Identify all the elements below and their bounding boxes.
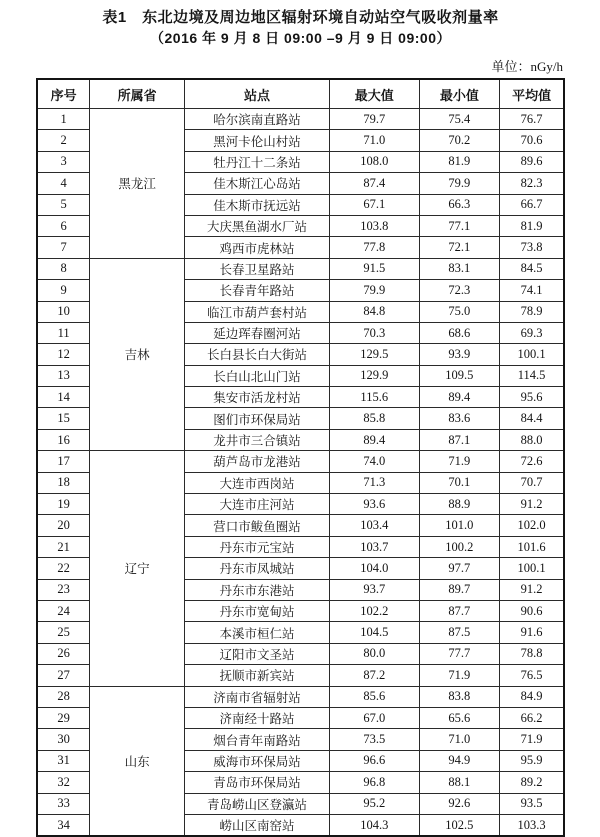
cell-avg-value: 89.2 — [500, 772, 564, 793]
cell-avg-value: 91.6 — [500, 622, 564, 643]
cell-max-value: 85.6 — [329, 686, 419, 707]
cell-min-value: 79.9 — [419, 173, 500, 194]
cell-avg-value: 101.6 — [500, 536, 564, 557]
cell-station: 辽阳市文圣站 — [185, 643, 330, 664]
cell-avg-value: 100.1 — [500, 344, 564, 365]
cell-max-value: 96.6 — [329, 750, 419, 771]
cell-serial-number: 13 — [37, 365, 90, 386]
cell-station: 大庆黑鱼湖水厂站 — [185, 215, 330, 236]
cell-max-value: 79.9 — [329, 280, 419, 301]
cell-max-value: 129.5 — [329, 344, 419, 365]
table-subtitle: （2016 年 9 月 8 日 09:00 –9 月 9 日 09:00） — [150, 30, 451, 46]
cell-avg-value: 81.9 — [500, 215, 564, 236]
cell-avg-value: 84.5 — [500, 258, 564, 279]
cell-min-value: 89.4 — [419, 387, 500, 408]
cell-station: 长白山北山门站 — [185, 365, 330, 386]
cell-min-value: 66.3 — [419, 194, 500, 215]
cell-avg-value: 69.3 — [500, 322, 564, 343]
cell-min-value: 83.1 — [419, 258, 500, 279]
cell-min-value: 87.5 — [419, 622, 500, 643]
cell-station: 哈尔滨南直路站 — [185, 109, 330, 130]
cell-serial-number: 28 — [37, 686, 90, 707]
cell-avg-value: 72.6 — [500, 451, 564, 472]
cell-station: 长春青年路站 — [185, 280, 330, 301]
cell-serial-number: 6 — [37, 215, 90, 236]
cell-serial-number: 14 — [37, 387, 90, 408]
cell-avg-value: 103.3 — [500, 814, 564, 836]
cell-min-value: 83.8 — [419, 686, 500, 707]
cell-station: 大连市西岗站 — [185, 472, 330, 493]
cell-max-value: 71.0 — [329, 130, 419, 151]
cell-max-value: 104.3 — [329, 814, 419, 836]
cell-max-value: 80.0 — [329, 643, 419, 664]
cell-station: 黑河卡伦山村站 — [185, 130, 330, 151]
cell-avg-value: 73.8 — [500, 237, 564, 258]
cell-max-value: 115.6 — [329, 387, 419, 408]
cell-avg-value: 70.6 — [500, 130, 564, 151]
cell-max-value: 74.0 — [329, 451, 419, 472]
cell-station: 牡丹江十二条站 — [185, 151, 330, 172]
cell-min-value: 71.9 — [419, 665, 500, 686]
cell-max-value: 104.5 — [329, 622, 419, 643]
cell-serial-number: 7 — [37, 237, 90, 258]
cell-station: 崂山区南窑站 — [185, 814, 330, 836]
cell-min-value: 88.1 — [419, 772, 500, 793]
cell-min-value: 89.7 — [419, 579, 500, 600]
cell-min-value: 72.3 — [419, 280, 500, 301]
cell-station: 丹东市东港站 — [185, 579, 330, 600]
cell-max-value: 73.5 — [329, 729, 419, 750]
cell-serial-number: 2 — [37, 130, 90, 151]
cell-min-value: 101.0 — [419, 515, 500, 536]
cell-min-value: 100.2 — [419, 536, 500, 557]
cell-serial-number: 11 — [37, 322, 90, 343]
cell-province: 辽宁 — [90, 451, 185, 686]
cell-serial-number: 19 — [37, 494, 90, 515]
cell-serial-number: 30 — [37, 729, 90, 750]
cell-max-value: 103.7 — [329, 536, 419, 557]
cell-max-value: 79.7 — [329, 109, 419, 130]
cell-min-value: 87.7 — [419, 600, 500, 621]
header-serial-number: 序号 — [37, 79, 90, 109]
cell-avg-value: 76.5 — [500, 665, 564, 686]
cell-max-value: 84.8 — [329, 301, 419, 322]
cell-avg-value: 91.2 — [500, 494, 564, 515]
table-row — [37, 258, 564, 279]
table-body — [37, 109, 564, 837]
cell-min-value: 77.7 — [419, 643, 500, 664]
header-row — [37, 79, 564, 109]
cell-serial-number: 23 — [37, 579, 90, 600]
cell-max-value: 93.7 — [329, 579, 419, 600]
cell-avg-value: 74.1 — [500, 280, 564, 301]
cell-min-value: 87.1 — [419, 429, 500, 450]
cell-avg-value: 82.3 — [500, 173, 564, 194]
cell-station: 临江市葫芦套村站 — [185, 301, 330, 322]
cell-avg-value: 93.5 — [500, 793, 564, 814]
cell-serial-number: 25 — [37, 622, 90, 643]
table-row — [37, 451, 564, 472]
cell-avg-value: 102.0 — [500, 515, 564, 536]
cell-station: 佳木斯江心岛站 — [185, 173, 330, 194]
cell-station: 丹东市凤城站 — [185, 558, 330, 579]
cell-station: 大连市庄河站 — [185, 494, 330, 515]
cell-avg-value: 95.6 — [500, 387, 564, 408]
cell-station: 青岛崂山区登瀛站 — [185, 793, 330, 814]
cell-station: 济南经十路站 — [185, 707, 330, 728]
cell-serial-number: 31 — [37, 750, 90, 771]
cell-max-value: 129.9 — [329, 365, 419, 386]
cell-avg-value: 114.5 — [500, 365, 564, 386]
cell-station: 本溪市桓仁站 — [185, 622, 330, 643]
cell-avg-value: 71.9 — [500, 729, 564, 750]
cell-max-value: 103.4 — [329, 515, 419, 536]
cell-min-value: 97.7 — [419, 558, 500, 579]
cell-station: 威海市环保局站 — [185, 750, 330, 771]
cell-max-value: 108.0 — [329, 151, 419, 172]
cell-station: 图们市环保局站 — [185, 408, 330, 429]
cell-min-value: 65.6 — [419, 707, 500, 728]
cell-min-value: 94.9 — [419, 750, 500, 771]
cell-max-value: 95.2 — [329, 793, 419, 814]
table-row — [37, 686, 564, 707]
cell-station: 鸡西市虎林站 — [185, 237, 330, 258]
cell-avg-value: 90.6 — [500, 600, 564, 621]
cell-serial-number: 18 — [37, 472, 90, 493]
cell-min-value: 71.9 — [419, 451, 500, 472]
cell-serial-number: 1 — [37, 109, 90, 130]
cell-min-value: 68.6 — [419, 322, 500, 343]
cell-station: 丹东市宽甸站 — [185, 600, 330, 621]
cell-max-value: 104.0 — [329, 558, 419, 579]
cell-min-value: 109.5 — [419, 365, 500, 386]
cell-serial-number: 26 — [37, 643, 90, 664]
cell-province: 山东 — [90, 686, 185, 836]
header-avg-value: 平均值 — [500, 79, 564, 109]
unit-label: 单位：nGy/h — [491, 59, 563, 74]
cell-max-value: 103.8 — [329, 215, 419, 236]
cell-min-value: 83.6 — [419, 408, 500, 429]
cell-max-value: 91.5 — [329, 258, 419, 279]
cell-max-value: 102.2 — [329, 600, 419, 621]
cell-avg-value: 84.4 — [500, 408, 564, 429]
cell-station: 延边珲春圈河站 — [185, 322, 330, 343]
cell-min-value: 71.0 — [419, 729, 500, 750]
cell-station: 营口市鲅鱼圈站 — [185, 515, 330, 536]
cell-min-value: 102.5 — [419, 814, 500, 836]
cell-serial-number: 20 — [37, 515, 90, 536]
cell-avg-value: 76.7 — [500, 109, 564, 130]
cell-max-value: 71.3 — [329, 472, 419, 493]
table-row — [37, 109, 564, 130]
cell-max-value: 67.0 — [329, 707, 419, 728]
cell-max-value: 96.8 — [329, 772, 419, 793]
cell-max-value: 70.3 — [329, 322, 419, 343]
header-max-value: 最大值 — [329, 79, 419, 109]
cell-min-value: 75.0 — [419, 301, 500, 322]
cell-max-value: 77.8 — [329, 237, 419, 258]
cell-station: 集安市活龙村站 — [185, 387, 330, 408]
cell-serial-number: 17 — [37, 451, 90, 472]
cell-serial-number: 16 — [37, 429, 90, 450]
cell-serial-number: 22 — [37, 558, 90, 579]
cell-min-value: 70.2 — [419, 130, 500, 151]
cell-serial-number: 15 — [37, 408, 90, 429]
cell-min-value: 92.6 — [419, 793, 500, 814]
cell-min-value: 70.1 — [419, 472, 500, 493]
cell-station: 抚顺市新宾站 — [185, 665, 330, 686]
cell-avg-value: 66.2 — [500, 707, 564, 728]
header-province: 所属省 — [90, 79, 185, 109]
cell-max-value: 87.4 — [329, 173, 419, 194]
cell-station: 烟台青年南路站 — [185, 729, 330, 750]
cell-station: 葫芦岛市龙港站 — [185, 451, 330, 472]
cell-serial-number: 3 — [37, 151, 90, 172]
cell-serial-number: 21 — [37, 536, 90, 557]
cell-station: 长白县长白大街站 — [185, 344, 330, 365]
cell-min-value: 77.1 — [419, 215, 500, 236]
cell-max-value: 87.2 — [329, 665, 419, 686]
cell-avg-value: 84.9 — [500, 686, 564, 707]
cell-min-value: 93.9 — [419, 344, 500, 365]
cell-min-value: 81.9 — [419, 151, 500, 172]
cell-min-value: 88.9 — [419, 494, 500, 515]
cell-min-value: 72.1 — [419, 237, 500, 258]
cell-serial-number: 10 — [37, 301, 90, 322]
cell-min-value: 75.4 — [419, 109, 500, 130]
header-station: 站点 — [185, 79, 330, 109]
cell-serial-number: 12 — [37, 344, 90, 365]
dose-rate-table — [36, 78, 565, 837]
cell-serial-number: 9 — [37, 280, 90, 301]
cell-station: 丹东市元宝站 — [185, 536, 330, 557]
cell-avg-value: 78.9 — [500, 301, 564, 322]
cell-serial-number: 27 — [37, 665, 90, 686]
cell-avg-value: 100.1 — [500, 558, 564, 579]
header-min-value: 最小值 — [419, 79, 500, 109]
cell-serial-number: 32 — [37, 772, 90, 793]
cell-station: 龙井市三合镇站 — [185, 429, 330, 450]
cell-avg-value: 78.8 — [500, 643, 564, 664]
cell-avg-value: 88.0 — [500, 429, 564, 450]
cell-avg-value: 91.2 — [500, 579, 564, 600]
cell-avg-value: 89.6 — [500, 151, 564, 172]
cell-serial-number: 29 — [37, 707, 90, 728]
cell-serial-number: 5 — [37, 194, 90, 215]
cell-station: 济南市省辐射站 — [185, 686, 330, 707]
cell-province: 吉林 — [90, 258, 185, 451]
cell-province: 黑龙江 — [90, 109, 185, 259]
cell-avg-value: 66.7 — [500, 194, 564, 215]
cell-avg-value: 95.9 — [500, 750, 564, 771]
cell-serial-number: 8 — [37, 258, 90, 279]
cell-serial-number: 34 — [37, 814, 90, 836]
cell-max-value: 85.8 — [329, 408, 419, 429]
cell-serial-number: 33 — [37, 793, 90, 814]
cell-max-value: 67.1 — [329, 194, 419, 215]
cell-station: 佳木斯市抚远站 — [185, 194, 330, 215]
cell-station: 青岛市环保局站 — [185, 772, 330, 793]
cell-station: 长春卫星路站 — [185, 258, 330, 279]
table-title: 表1 东北边境及周边地区辐射环境自动站空气吸收剂量率 — [102, 9, 499, 26]
cell-avg-value: 70.7 — [500, 472, 564, 493]
cell-max-value: 89.4 — [329, 429, 419, 450]
cell-serial-number: 4 — [37, 173, 90, 194]
cell-max-value: 93.6 — [329, 494, 419, 515]
cell-serial-number: 24 — [37, 600, 90, 621]
